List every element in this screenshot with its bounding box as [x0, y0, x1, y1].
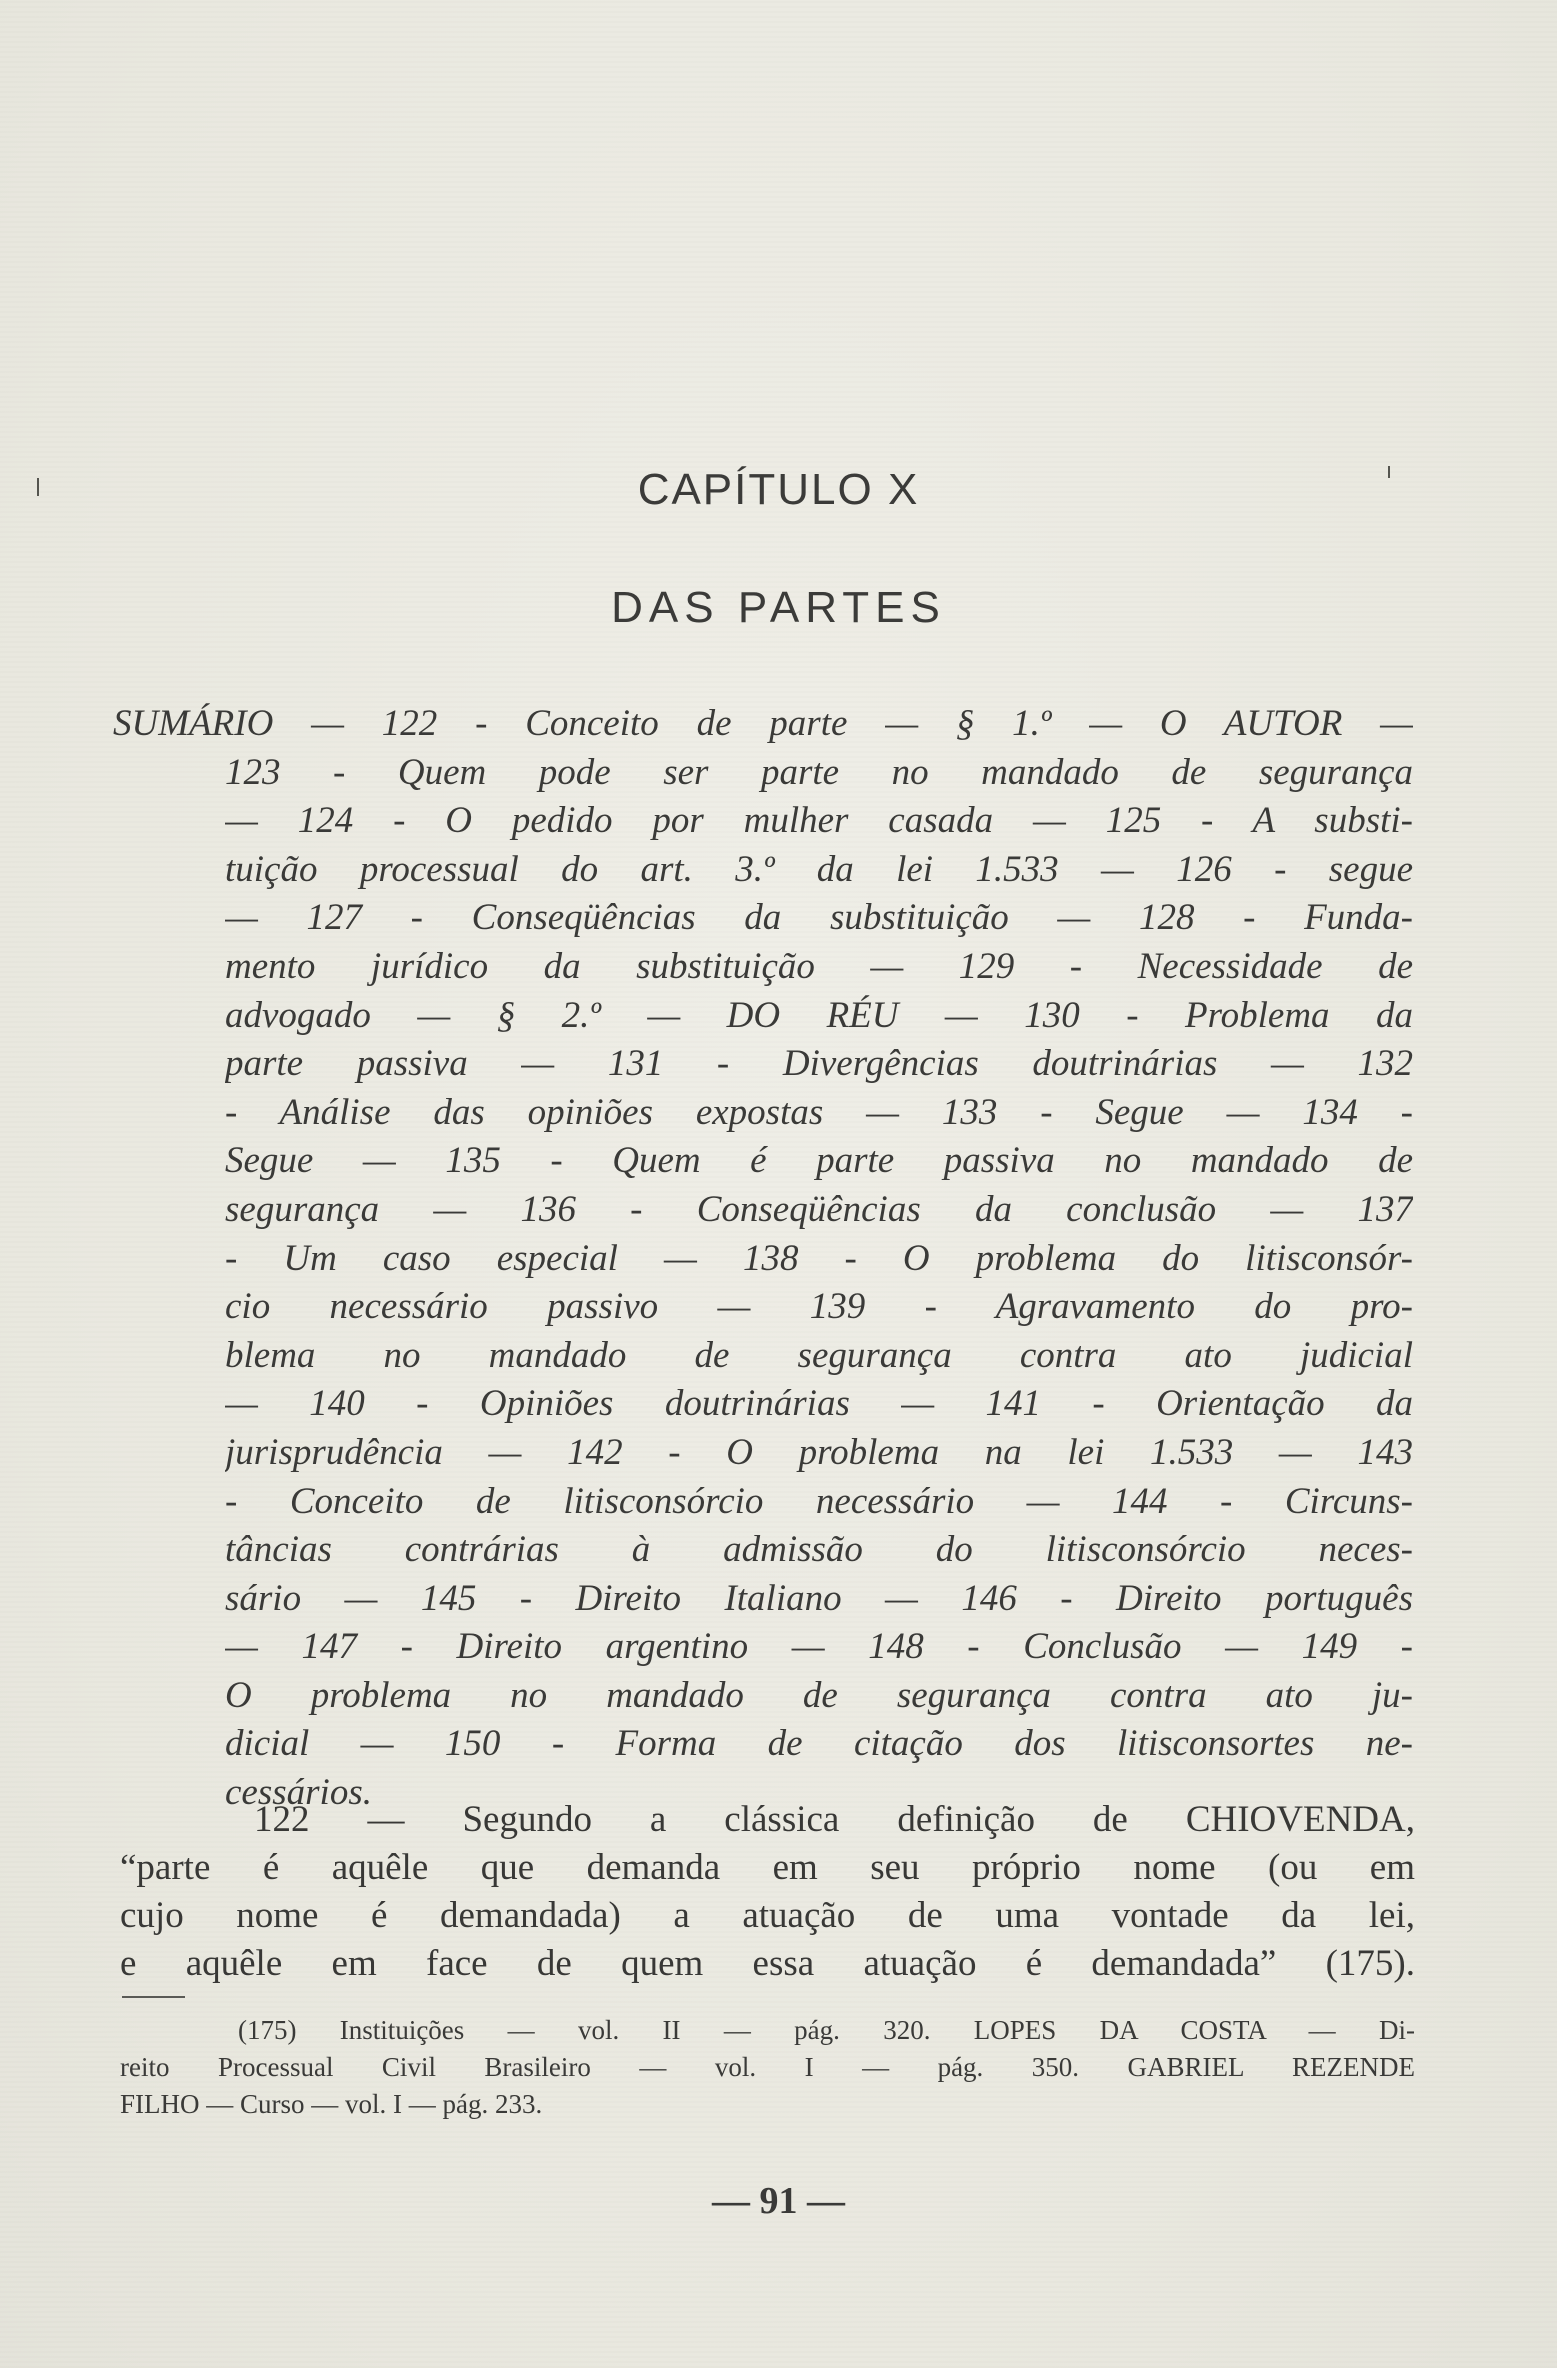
summary-line: Segue — 135 - Quem é parte passiva no mandado de — [225, 1140, 1413, 1182]
chapter-summary — [113, 700, 1413, 1818]
body-paragraph — [120, 1796, 1415, 1988]
summary-line: - Análise das opiniões expostas — 133 - Segue — 134 - — [225, 1091, 1413, 1133]
footnote — [120, 2012, 1415, 2123]
body-line: e aquêle em face de quem essa atuação é demandada” (175). — [120, 1943, 1415, 1984]
summary-line: tuição processual do art. 3.º da lei 1.533 — 126 - segue — [225, 848, 1413, 890]
summary-line: — 124 - O pedido por mulher casada — 125 - A substi- — [225, 800, 1413, 842]
summary-line: sário — 145 - Direito Italiano — 146 - Direito português — [225, 1577, 1413, 1619]
summary-line: dicial — 150 - Forma de citação dos litisconsortes ne- — [225, 1723, 1413, 1765]
footnote-line: FILHO — Curso — vol. I — pág. 233. — [120, 2089, 543, 2119]
footnote-line: reito Processual Civil Brasileiro — vol. I — pág. 350. GABRIEL REZENDE — [120, 2052, 1415, 2082]
summary-line: O problema no mandado de segurança contra ato ju- — [225, 1674, 1413, 1716]
footnote-separator — [122, 1996, 185, 1998]
footnote-line: (175) Instituições — vol. II — pág. 320. LOPES DA COSTA — Di- — [238, 2015, 1415, 2045]
summary-line: - Conceito de litisconsórcio necessário — 144 - Circuns- — [225, 1480, 1413, 1522]
summary-line: mento jurídico da substituição — 129 - Necessidade de — [225, 945, 1413, 987]
summary-line: cio necessário passivo — 139 - Agravamento do pro- — [225, 1286, 1413, 1328]
summary-line: 123 - Quem pode ser parte no mandado de segurança — [225, 751, 1413, 793]
summary-line: — 147 - Direito argentino — 148 - Conclusão — 149 - — [225, 1626, 1413, 1668]
summary-line: advogado — § 2.º — DO RÉU — 130 - Problema da — [225, 994, 1413, 1036]
chapter-title: CAPÍTULO X — [637, 465, 920, 514]
summary-line: segurança — 136 - Conseqüências da conclusão — 137 — [225, 1188, 1413, 1230]
summary-line: tâncias contrárias à admissão do litisconsórcio neces- — [225, 1529, 1413, 1571]
page-number: — 91 — — [712, 2180, 845, 2222]
summary-line: jurisprudência — 142 - O problema na lei 1.533 — 143 — [225, 1431, 1413, 1473]
section-title: DAS PARTES — [611, 583, 946, 632]
body-line: “parte é aquêle que demanda em seu próprio nome (ou em — [120, 1847, 1415, 1888]
summary-line: SUMÁRIO — 122 - Conceito de parte — § 1.º — O AUTOR — — [113, 703, 1413, 744]
summary-line: parte passiva — 131 - Divergências doutrinárias — 132 — [225, 1043, 1413, 1085]
summary-line: — 140 - Opiniões doutrinárias — 141 - Orientação da — [225, 1383, 1413, 1425]
body-line: cujo nome é demandada) a atuação de uma vontade da lei, — [120, 1895, 1415, 1936]
summary-line: — 127 - Conseqüências da substituição — 128 - Funda- — [225, 897, 1413, 939]
summary-line: cessários. — [225, 1772, 372, 1814]
body-line: 122 — Segundo a clássica definição de CHIOVENDA, — [254, 1799, 1415, 1840]
summary-line: blema no mandado de segurança contra ato judicial — [225, 1334, 1413, 1376]
summary-line: - Um caso especial — 138 - O problema do litisconsór- — [225, 1237, 1413, 1279]
